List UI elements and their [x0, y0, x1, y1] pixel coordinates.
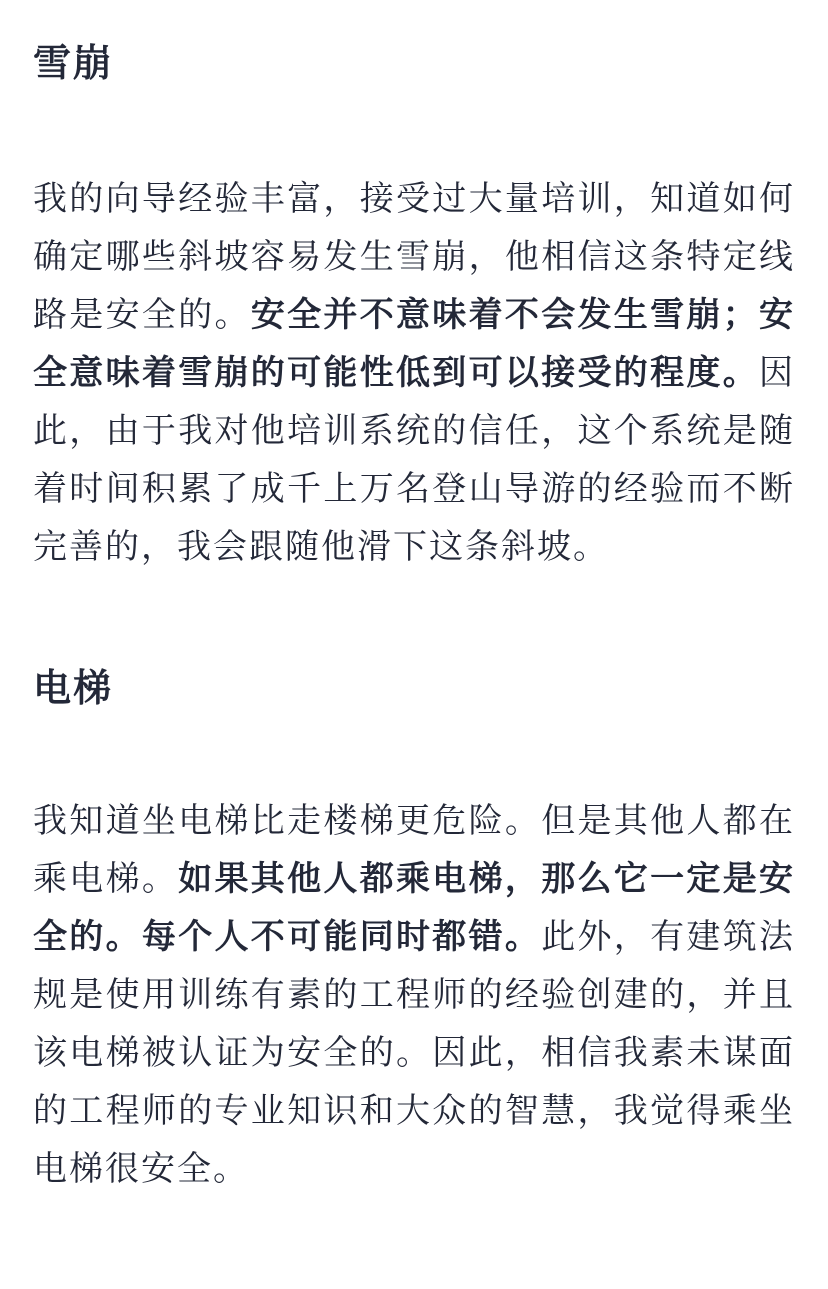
avalanche-heading: 雪崩 [33, 43, 114, 85]
text-run: 因此，由于我对他培训系统的信任，这个系统是随着时间积累了成千上万名登山导游的经验而不断完善的，我会跟随他滑下这条斜坡。 [33, 354, 795, 566]
elevator-heading: 电梯 [33, 668, 114, 710]
elevator-paragraph [33, 792, 795, 1198]
emphasis-text-run: 如果其他人都乘电梯，那么它一定是安全的。每个人不可能同时都错。 [33, 860, 796, 956]
avalanche-paragraph [33, 170, 795, 576]
text-run: 我知道坐电梯比走楼梯更危险。但是其他人都在乘电梯。 [33, 802, 795, 898]
text-run: 我的向导经验丰富，接受过大量培训，知道如何确定哪些斜坡容易发生雪崩，他相信这条特定线路是安全的。 [33, 180, 795, 334]
section-elevator [33, 664, 795, 1198]
document-page [0, 39, 828, 1198]
text-run: 此外，有建筑法规是使用训练有素的工程师的经验创建的，并且该电梯被认证为安全的。因此，相信我素未谋面的工程师的专业知识和大众的智慧，我觉得乘坐电梯很安全。 [33, 918, 796, 1188]
emphasis-text-run: 安全并不意味着不会发生雪崩；安全意味着雪崩的可能性低到可以接受的程度。 [33, 296, 796, 392]
section-avalanche [33, 39, 795, 576]
